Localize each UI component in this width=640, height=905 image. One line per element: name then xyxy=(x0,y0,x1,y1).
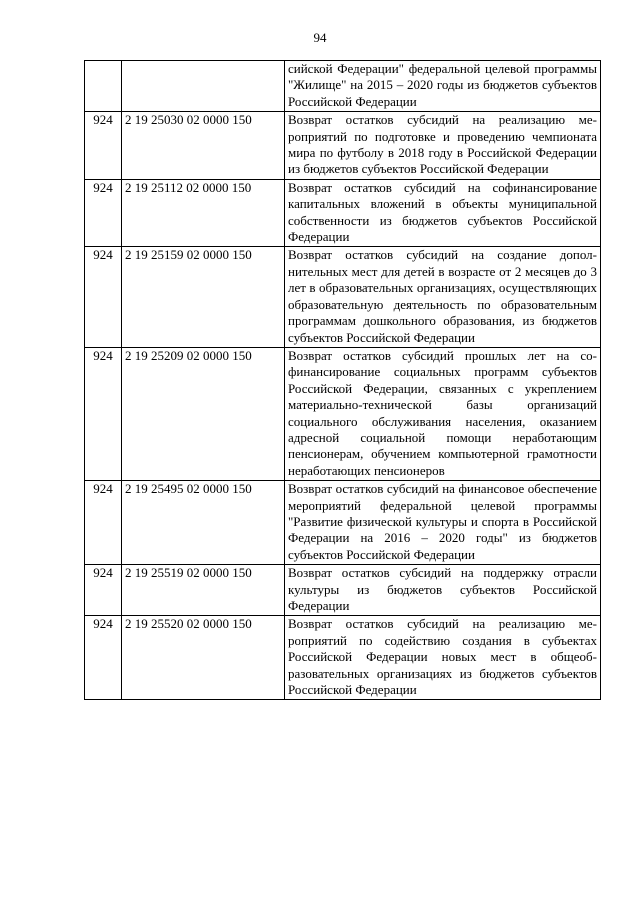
revenue-name-cell: Возврат остатков субсидий на поддержку отрасли культуры из бюджетов субъектов Российской Федерации xyxy=(285,565,601,616)
budget-code-cell: 2 19 25112 02 0000 150 xyxy=(122,179,285,247)
admin-code-cell xyxy=(85,61,122,112)
table-row xyxy=(85,61,601,112)
table-row xyxy=(85,179,601,247)
page-number: 94 xyxy=(313,30,327,45)
budget-codes-table xyxy=(84,60,601,700)
revenue-name-cell: Возврат остатков субсидий на реализацию мероприятий по содействию создания в субъектах Российской Федерации новых мест в общеобразовательных организациях из бюджетов субъектов Российской Федерации xyxy=(285,616,601,700)
admin-code-cell: 924 xyxy=(85,179,122,247)
revenue-name-cell: Возврат остатков субсидий на создание дополнительных мест для детей в возрасте от 2 месяцев до 3 лет в образовательных организациях, осуществляющих образовательную деятельность по образовательным программам дошкольного образования, из бюджетов субъектов Российской Федерации xyxy=(285,247,601,347)
table-row xyxy=(85,247,601,347)
revenue-name-cell: Возврат остатков субсидий на реализацию мероприятий по подготовке и проведению чемпионата мира по футболу в 2018 году в Российской Федерации из бюджетов субъектов Российской Федерации xyxy=(285,112,601,180)
budget-code-cell: 2 19 25519 02 0000 150 xyxy=(122,565,285,616)
table-row xyxy=(85,565,601,616)
admin-code-cell: 924 xyxy=(85,347,122,480)
budget-code-cell: 2 19 25030 02 0000 150 xyxy=(122,112,285,180)
table-row xyxy=(85,616,601,700)
revenue-name-cell: сийской Федерации" федеральной целевой программы "Жилище" на 2015 – 2020 годы из бюджетов субъектов Российской Федерации xyxy=(285,61,601,112)
table-row xyxy=(85,112,601,180)
revenue-name-cell: Возврат остатков субсидий прошлых лет на софинансирование социальных программ субъектов Российской Федерации, связанных с укреплением материально-технической базы организаций социального обслуживания населения, оказанием адресной социальной помощи неработающим пенсионерам, обучением компьютерной грамотности неработающих пенсионеров xyxy=(285,347,601,480)
budget-code-cell: 2 19 25495 02 0000 150 xyxy=(122,481,285,565)
revenue-name-cell: Возврат остатков субсидий на финансовое обеспечение мероприятий федеральной целевой программы "Развитие физической культуры и спорта в Российской Федерации на 2016 – 2020 годы" из бюджетов субъектов Российской Федерации xyxy=(285,481,601,565)
revenue-name-cell: Возврат остатков субсидий на софинансирование капитальных вложений в объекты муниципальной собственности из бюджетов субъектов Российской Федерации xyxy=(285,179,601,247)
admin-code-cell: 924 xyxy=(85,112,122,180)
budget-code-cell: 2 19 25159 02 0000 150 xyxy=(122,247,285,347)
budget-code-cell xyxy=(122,61,285,112)
admin-code-cell: 924 xyxy=(85,247,122,347)
budget-code-cell: 2 19 25520 02 0000 150 xyxy=(122,616,285,700)
admin-code-cell: 924 xyxy=(85,616,122,700)
budget-code-cell: 2 19 25209 02 0000 150 xyxy=(122,347,285,480)
admin-code-cell: 924 xyxy=(85,481,122,565)
table-row xyxy=(85,481,601,565)
table-row xyxy=(85,347,601,480)
admin-code-cell: 924 xyxy=(85,565,122,616)
